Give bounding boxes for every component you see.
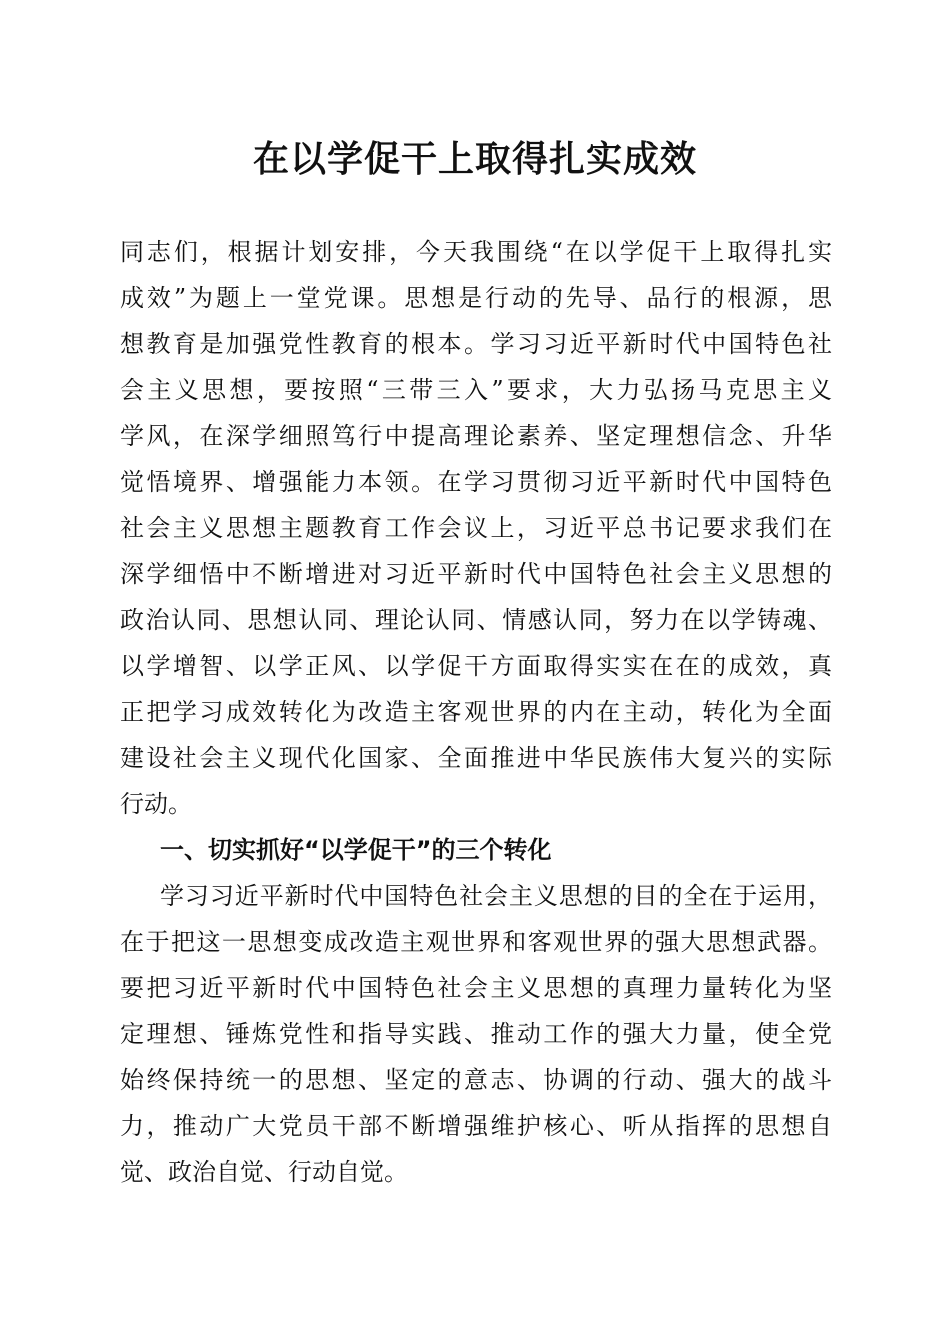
paragraph-line: 以学增智、以学正风、以学促干方面取得实实在在的成效，真 [120,652,832,680]
paragraph-line: 学风，在深学细照笃行中提高理论素养、坚定理想信念、升华 [120,422,832,450]
paragraph-line: 要把习近平新时代中国特色社会主义思想的真理力量转化为坚 [120,974,832,1002]
paragraph-line: 在于把这一思想变成改造主观世界和客观世界的强大思想武器。 [120,928,832,956]
document-body [120,229,832,1195]
paragraph-line: 定理想、锤炼党性和指导实践、推动工作的强大力量，使全党 [120,1020,832,1048]
paragraph-line: 学习习近平新时代中国特色社会主义思想的目的全在于运用， [160,882,832,910]
paragraph-line: 觉、政治自觉、行动自觉。 [120,1158,408,1186]
section-heading: 一、切实抓好“以学促干”的三个转化 [160,836,552,864]
document-title: 在以学促干上取得扎实成效 [252,138,697,180]
paragraph-line: 正把学习成效转化为改造主客观世界的内在主动，转化为全面 [120,698,832,726]
paragraph-line: 始终保持统一的思想、坚定的意志、协调的行动、强大的战斗 [120,1066,832,1094]
paragraph-line: 政治认同、思想认同、理论认同、情感认同，努力在以学铸魂、 [120,606,832,634]
paragraph-line: 成效”为题上一堂党课。思想是行动的先导、品行的根源，思 [120,284,832,312]
paragraph-line: 觉悟境界、增强能力本领。在学习贯彻习近平新时代中国特色 [120,468,832,496]
paragraph-line: 同志们，根据计划安排，今天我围绕“在以学促干上取得扎实 [120,238,832,266]
paragraph-line: 建设社会主义现代化国家、全面推进中华民族伟大复兴的实际 [120,744,832,772]
paragraph-line: 深学细悟中不断增进对习近平新时代中国特色社会主义思想的 [120,560,832,588]
paragraph-line: 社会主义思想主题教育工作会议上，习近平总书记要求我们在 [120,514,832,542]
paragraph-line: 想教育是加强党性教育的根本。学习习近平新时代中国特色社 [120,330,832,358]
paragraph-line: 力，推动广大党员干部不断增强维护核心、听从指挥的思想自 [120,1112,832,1140]
paragraph-line: 会主义思想，要按照“三带三入”要求，大力弘扬马克思主义 [120,376,832,404]
paragraph-line: 行动。 [120,790,192,818]
